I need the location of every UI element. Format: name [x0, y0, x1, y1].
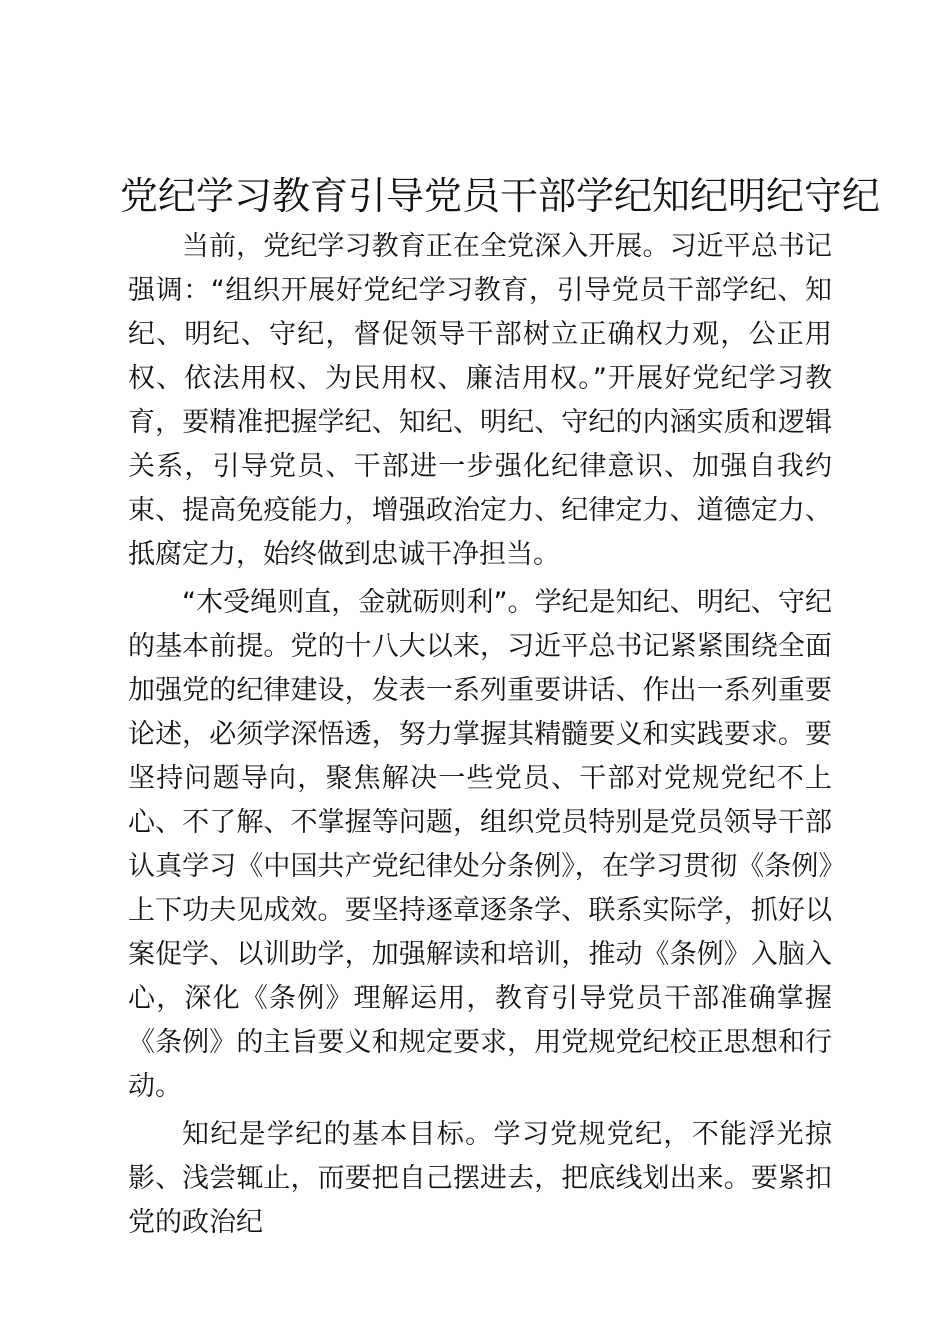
document-body [128, 225, 832, 1249]
paragraph-1: 当前，党纪学习教育正在全党深入开展。习近平总书记强调：“组织开展好党纪学习教育，引导党员干部学纪、知纪、明纪、守纪，督促领导干部树立正确权力观，公正用权、依法用权、为民用权、廉洁用权。”开展好党纪学习教育，要精准把握学纪、知纪、明纪、守纪的内涵实质和逻辑关系，引导党员、干部进一步强化纪律意识、加强自我约束、提高免疫能力，增强政治定力、纪律定力、道德定力、抵腐定力，始终做到忠诚干净担当。 [128, 231, 832, 570]
paragraph-3: 知纪是学纪的基本目标。学习党规党纪，不能浮光掠影、浅尝辄止，而要把自己摆进去，把底线划出来。要紧扣党的政治纪 [128, 1119, 832, 1238]
document-title: 党纪学习教育引导党员干部学纪知纪明纪守纪 [120, 174, 881, 218]
paragraph-2: “木受绳则直，金就砺则利”。学纪是知纪、明纪、守纪的基本前提。党的十八大以来，习近平总书记紧紧围绕全面加强党的纪律建设，发表一系列重要讲话、作出一系列重要论述，必须学深悟透，努力掌握其精髓要义和实践要求。要坚持问题导向，聚焦解决一些党员、干部对党规党纪不上心、不了解、不掌握等问题，组织党员特别是党员领导干部认真学习《中国共产党纪律处分条例》，在学习贯彻《条例》上下功夫见成效。要坚持逐章逐条学、联系实际学，抓好以案促学、以训助学，加强解读和培训，推动《条例》入脑入心，深化《条例》理解运用，教育引导党员干部准确掌握《条例》的主旨要义和规定要求，用党规党纪校正思想和行动。 [128, 587, 832, 1102]
